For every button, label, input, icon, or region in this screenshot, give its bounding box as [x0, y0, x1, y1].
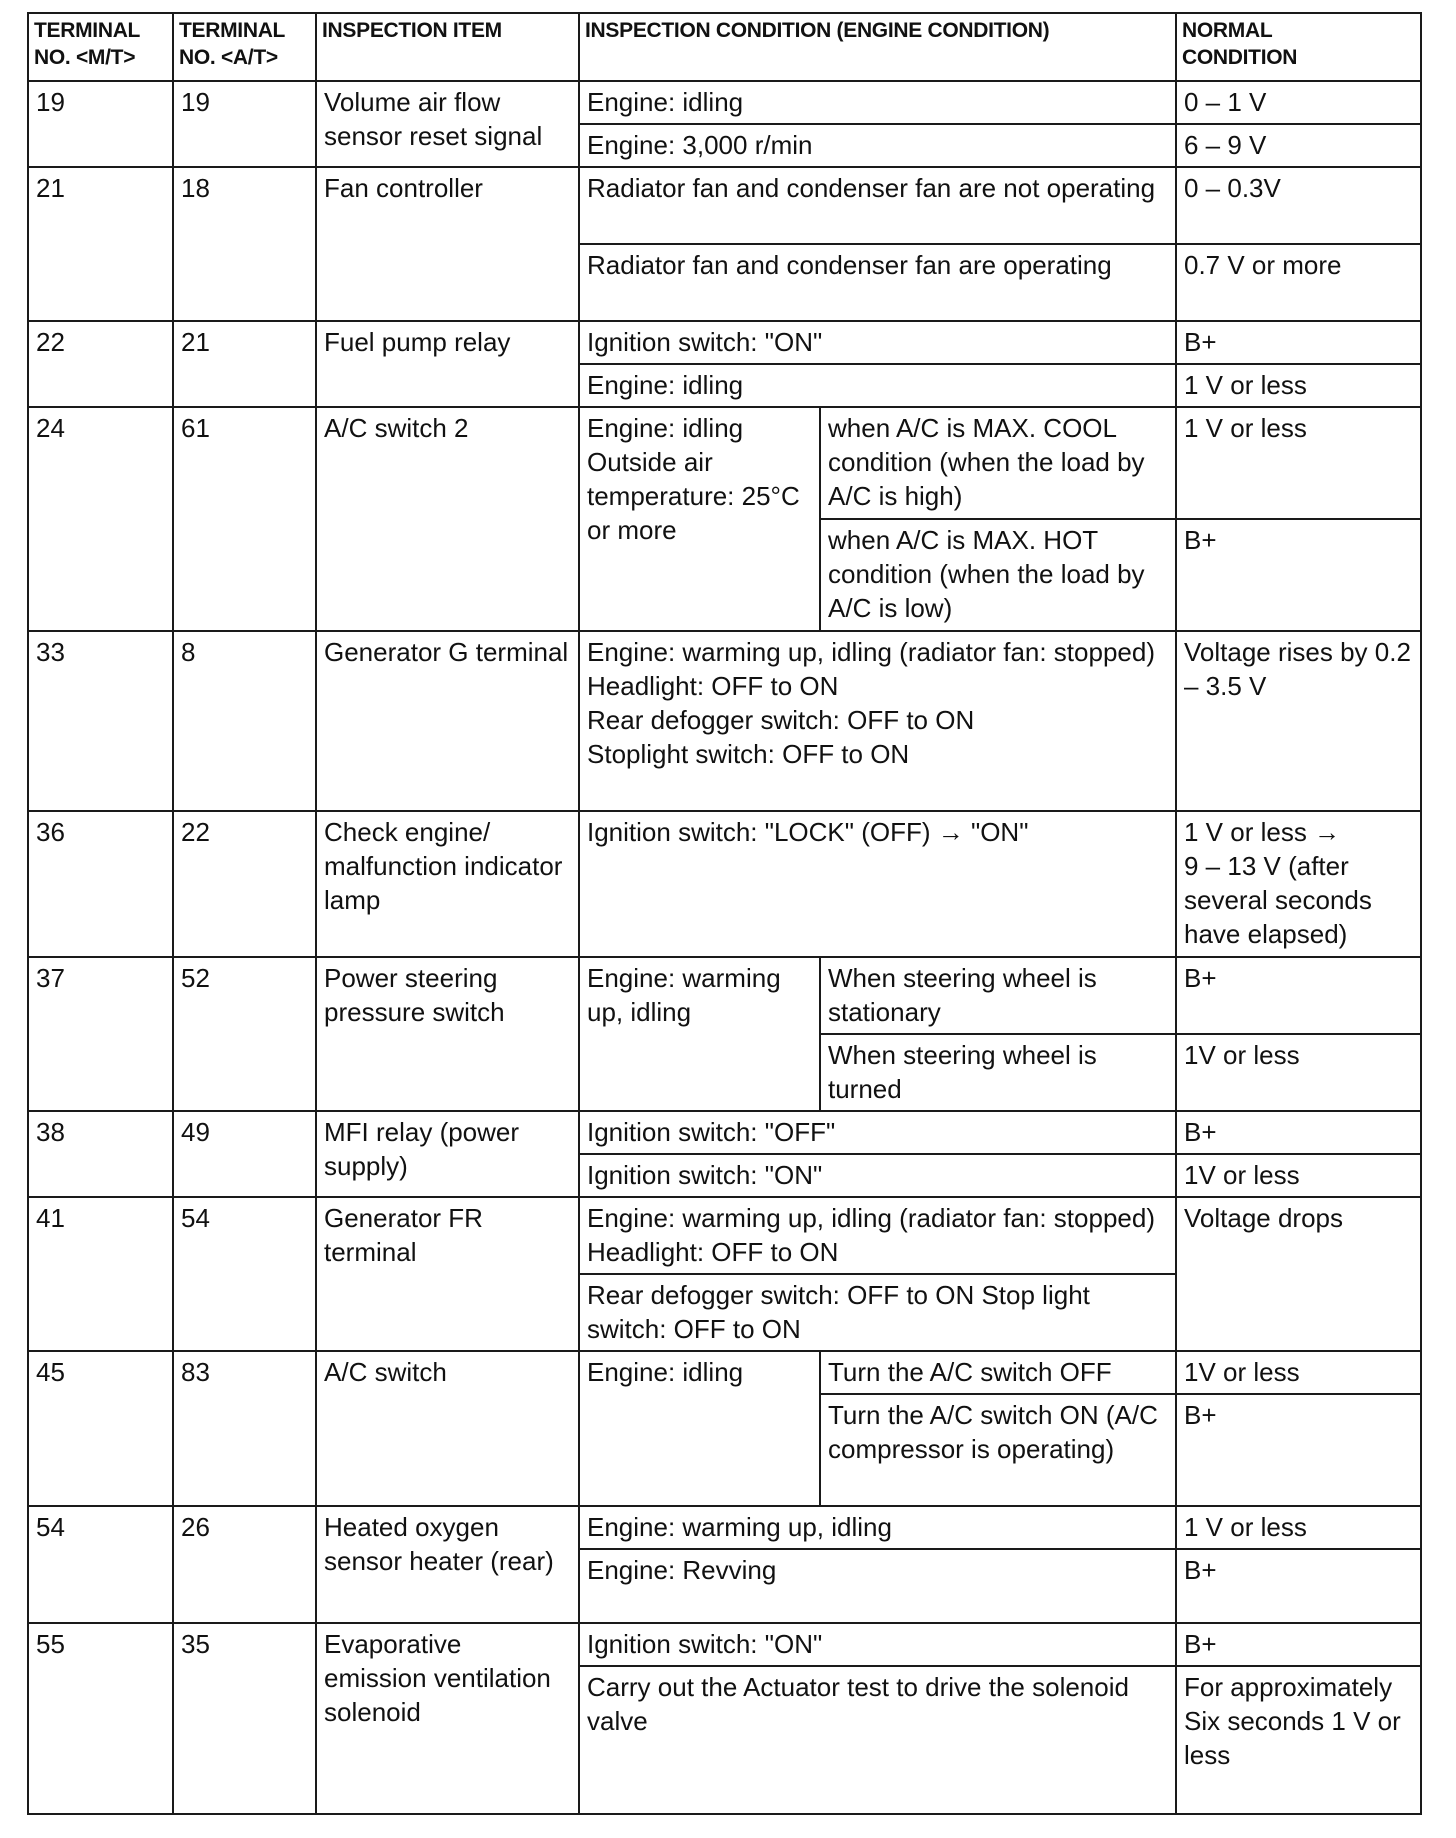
- condition-cell: Ignition switch: "LOCK" (OFF) → "ON": [579, 811, 1176, 957]
- condition-cell: Carry out the Actuator test to drive the solenoid valve: [579, 1666, 1176, 1814]
- condition-main-cell: Engine: warming up, idling: [579, 957, 820, 1111]
- terminal-at-cell: 52: [173, 957, 316, 1111]
- normal-cell: B+: [1176, 1394, 1421, 1506]
- normal-cell: B+: [1176, 1111, 1421, 1154]
- inspection-item-cell: Generator FR terminal: [316, 1197, 579, 1351]
- condition-cell: Engine: idling: [579, 364, 1176, 407]
- normal-cell: For approximately Six seconds 1 V or less: [1176, 1666, 1421, 1814]
- inspection-item-cell: Volume air flow sensor reset signal: [316, 81, 579, 167]
- terminal-inspection-table: [27, 12, 1422, 1815]
- condition-sub-cell: when A/C is MAX. HOT condition (when the load by A/C is low): [820, 519, 1176, 631]
- inspection-item-cell: Check engine/ malfunction indicator lamp: [316, 811, 579, 957]
- terminal-mt-cell: 19: [28, 81, 173, 167]
- inspection-item-cell: A/C switch: [316, 1351, 579, 1506]
- terminal-at-cell: 22: [173, 811, 316, 957]
- condition-sub-cell: Turn the A/C switch OFF: [820, 1351, 1176, 1394]
- table-row: [28, 957, 1421, 1034]
- header-inspection-item: INSPECTION ITEM: [316, 13, 579, 81]
- terminal-mt-cell: 38: [28, 1111, 173, 1197]
- condition-cell: Ignition switch: "ON": [579, 1154, 1176, 1197]
- table-row: [28, 1111, 1421, 1154]
- terminal-at-cell: 8: [173, 631, 316, 811]
- condition-cell: Engine: Revving: [579, 1549, 1176, 1623]
- terminal-at-cell: 54: [173, 1197, 316, 1351]
- terminal-mt-cell: 22: [28, 321, 173, 407]
- table-row: [28, 1351, 1421, 1394]
- terminal-mt-cell: 24: [28, 407, 173, 631]
- header-normal-condition: NORMAL CONDITION: [1176, 13, 1421, 81]
- header-row: [28, 13, 1421, 81]
- condition-cell: Radiator fan and condenser fan are operating: [579, 244, 1176, 321]
- condition-cell: Rear defogger switch: OFF to ON Stop light switch: OFF to ON: [579, 1274, 1176, 1351]
- condition-cell: Engine: idling: [579, 81, 1176, 124]
- terminal-mt-cell: 45: [28, 1351, 173, 1506]
- header-inspection-condition: INSPECTION CONDITION (ENGINE CONDITION): [579, 13, 1176, 81]
- condition-main-cell: Engine: idling Outside air temperature: 25°C or more: [579, 407, 820, 631]
- terminal-mt-cell: 55: [28, 1623, 173, 1814]
- inspection-item-cell: Fan controller: [316, 167, 579, 321]
- header-terminal-at: TERMINAL NO. <A/T>: [173, 13, 316, 81]
- condition-cell: Engine: warming up, idling (radiator fan: stopped) Headlight: OFF to ON Rear defogger switch: OFF to ON Stoplight switch: OFF to ON: [579, 631, 1176, 811]
- normal-cell: 0 – 1 V: [1176, 81, 1421, 124]
- table-row: [28, 631, 1421, 811]
- table-row: [28, 167, 1421, 244]
- normal-cell: B+: [1176, 957, 1421, 1034]
- condition-cell: Ignition switch: "ON": [579, 1623, 1176, 1666]
- table-row: [28, 1197, 1421, 1274]
- normal-cell: B+: [1176, 321, 1421, 364]
- normal-cell: 1 V or less: [1176, 407, 1421, 519]
- terminal-mt-cell: 21: [28, 167, 173, 321]
- inspection-item-cell: Power steering pressure switch: [316, 957, 579, 1111]
- normal-cell: 1 V or less → 9 – 13 V (after several seconds have elapsed): [1176, 811, 1421, 957]
- table-row: [28, 1506, 1421, 1549]
- condition-cell: Engine: warming up, idling: [579, 1506, 1176, 1549]
- inspection-item-cell: A/C switch 2: [316, 407, 579, 631]
- normal-cell: 6 – 9 V: [1176, 124, 1421, 167]
- terminal-at-cell: 26: [173, 1506, 316, 1623]
- condition-cell: Ignition switch: "OFF": [579, 1111, 1176, 1154]
- inspection-sheet: [27, 12, 1420, 1815]
- table-row: [28, 81, 1421, 124]
- normal-cell: B+: [1176, 1549, 1421, 1623]
- condition-cell: Radiator fan and condenser fan are not operating: [579, 167, 1176, 244]
- inspection-item-cell: Evaporative emission ventilation solenoid: [316, 1623, 579, 1814]
- terminal-at-cell: 19: [173, 81, 316, 167]
- inspection-item-cell: Heated oxygen sensor heater (rear): [316, 1506, 579, 1623]
- normal-cell: 1V or less: [1176, 1351, 1421, 1394]
- inspection-item-cell: MFI relay (power supply): [316, 1111, 579, 1197]
- terminal-mt-cell: 54: [28, 1506, 173, 1623]
- normal-cell: Voltage drops: [1176, 1197, 1421, 1351]
- condition-main-cell: Engine: idling: [579, 1351, 820, 1506]
- terminal-at-cell: 61: [173, 407, 316, 631]
- header-terminal-mt: TERMINAL NO. <M/T>: [28, 13, 173, 81]
- normal-cell: 1V or less: [1176, 1154, 1421, 1197]
- terminal-mt-cell: 37: [28, 957, 173, 1111]
- terminal-mt-cell: 41: [28, 1197, 173, 1351]
- condition-sub-cell: When steering wheel is stationary: [820, 957, 1176, 1034]
- normal-cell: 1V or less: [1176, 1034, 1421, 1111]
- terminal-at-cell: 35: [173, 1623, 316, 1814]
- condition-cell: Engine: 3,000 r/min: [579, 124, 1176, 167]
- terminal-mt-cell: 33: [28, 631, 173, 811]
- inspection-item-cell: Generator G terminal: [316, 631, 579, 811]
- terminal-mt-cell: 36: [28, 811, 173, 957]
- table-row: [28, 1623, 1421, 1666]
- condition-sub-cell: When steering wheel is turned: [820, 1034, 1176, 1111]
- normal-cell: Voltage rises by 0.2 – 3.5 V: [1176, 631, 1421, 811]
- normal-cell: 1 V or less: [1176, 364, 1421, 407]
- table-row: [28, 811, 1421, 957]
- table-row: [28, 407, 1421, 519]
- normal-cell: 1 V or less: [1176, 1506, 1421, 1549]
- normal-cell: B+: [1176, 1623, 1421, 1666]
- condition-cell: Engine: warming up, idling (radiator fan: stopped) Headlight: OFF to ON: [579, 1197, 1176, 1274]
- terminal-at-cell: 83: [173, 1351, 316, 1506]
- terminal-at-cell: 18: [173, 167, 316, 321]
- condition-cell: Ignition switch: "ON": [579, 321, 1176, 364]
- normal-cell: 0 – 0.3V: [1176, 167, 1421, 244]
- terminal-at-cell: 21: [173, 321, 316, 407]
- terminal-at-cell: 49: [173, 1111, 316, 1197]
- normal-cell: B+: [1176, 519, 1421, 631]
- condition-sub-cell: Turn the A/C switch ON (A/C compressor is operating): [820, 1394, 1176, 1506]
- table-row: [28, 321, 1421, 364]
- inspection-item-cell: Fuel pump relay: [316, 321, 579, 407]
- condition-sub-cell: when A/C is MAX. COOL condition (when the load by A/C is high): [820, 407, 1176, 519]
- normal-cell: 0.7 V or more: [1176, 244, 1421, 321]
